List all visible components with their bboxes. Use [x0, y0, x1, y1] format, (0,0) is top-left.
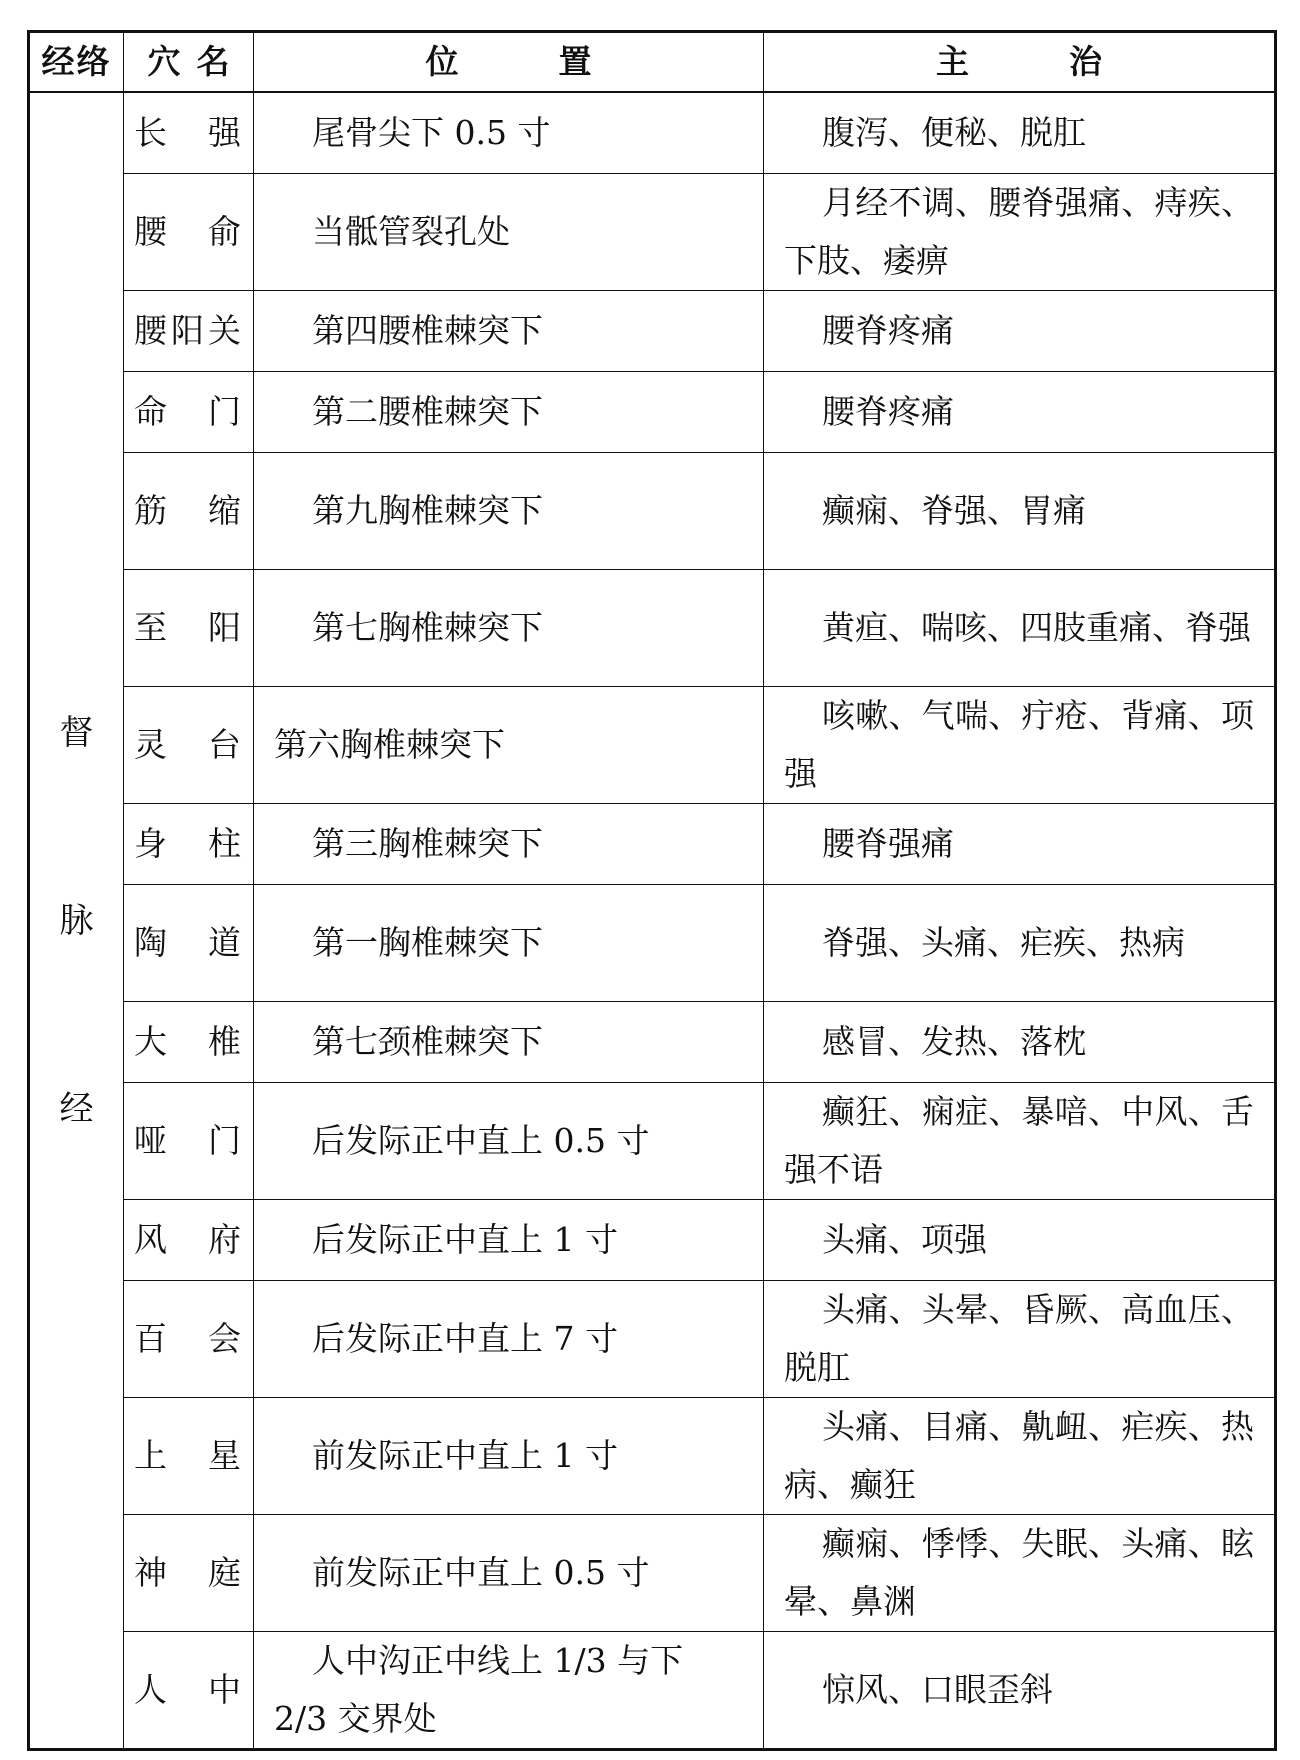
location-cell: 第四腰椎棘突下 — [254, 291, 764, 372]
indications-cell: 癫痫、脊强、胃痛 — [764, 453, 1276, 570]
indications-cell: 腰脊强痛 — [764, 804, 1276, 885]
indications-cell: 腹泻、便秘、脱肛 — [764, 92, 1276, 174]
meridian-char: 经 — [59, 1088, 94, 1129]
table-row — [29, 372, 1276, 453]
table-row — [29, 1398, 1276, 1515]
indications-cell: 癫痫、悸悸、失眠、头痛、眩晕、鼻渊 — [764, 1515, 1276, 1632]
meridian-cell — [29, 92, 124, 1750]
point-name-cell: 命门 — [124, 372, 254, 453]
location-cell: 第七胸椎棘突下 — [254, 570, 764, 687]
point-name-cell: 风府 — [124, 1200, 254, 1281]
indications-cell: 月经不调、腰脊强痛、痔疾、下肢、痿痹 — [764, 174, 1276, 291]
point-name-cell: 筋缩 — [124, 453, 254, 570]
table-row — [29, 687, 1276, 804]
indications-cell: 头痛、头晕、昏厥、高血压、脱肛 — [764, 1281, 1276, 1398]
indications-cell: 咳嗽、气喘、疔疮、背痛、项强 — [764, 687, 1276, 804]
location-cell: 第一胸椎棘突下 — [254, 885, 764, 1002]
table-row — [29, 1200, 1276, 1281]
table-row — [29, 1083, 1276, 1200]
table-row — [29, 1515, 1276, 1632]
acupoint-table — [27, 30, 1277, 1751]
indications-cell: 感冒、发热、落枕 — [764, 1002, 1276, 1083]
indications-cell: 腰脊疼痛 — [764, 291, 1276, 372]
location-cell: 尾骨尖下 0.5 寸 — [254, 92, 764, 174]
indications-cell: 头痛、项强 — [764, 1200, 1276, 1281]
table-row — [29, 570, 1276, 687]
point-name-cell: 百会 — [124, 1281, 254, 1398]
location-cell: 第三胸椎棘突下 — [254, 804, 764, 885]
point-name-cell: 身柱 — [124, 804, 254, 885]
header-location: 位置 — [254, 32, 764, 93]
meridian-char: 督 — [59, 712, 94, 753]
table-row — [29, 453, 1276, 570]
indications-cell: 黄疸、喘咳、四肢重痛、脊强 — [764, 570, 1276, 687]
table-row — [29, 1281, 1276, 1398]
point-name-cell: 上星 — [124, 1398, 254, 1515]
indications-cell: 脊强、头痛、疟疾、热病 — [764, 885, 1276, 1002]
table-row — [29, 1002, 1276, 1083]
header-indications: 主治 — [764, 32, 1276, 93]
header-point-name: 穴名 — [124, 32, 254, 93]
table-row — [29, 1632, 1276, 1750]
indications-cell: 头痛、目痛、鼽衄、疟疾、热病、癫狂 — [764, 1398, 1276, 1515]
table-row — [29, 174, 1276, 291]
location-cell: 前发际正中直上 1 寸 — [254, 1398, 764, 1515]
location-cell: 后发际正中直上 7 寸 — [254, 1281, 764, 1398]
point-name-cell: 神庭 — [124, 1515, 254, 1632]
meridian-char: 脉 — [59, 900, 94, 941]
point-name-cell: 哑门 — [124, 1083, 254, 1200]
location-cell: 后发际正中直上 0.5 寸 — [254, 1083, 764, 1200]
location-cell: 第二腰椎棘突下 — [254, 372, 764, 453]
table-row — [29, 804, 1276, 885]
location-cell: 第九胸椎棘突下 — [254, 453, 764, 570]
meridian-name — [30, 704, 123, 1138]
header-meridian: 经络 — [29, 32, 124, 93]
point-name-cell: 至阳 — [124, 570, 254, 687]
table-row — [29, 291, 1276, 372]
point-name-cell: 腰俞 — [124, 174, 254, 291]
point-name-cell: 陶道 — [124, 885, 254, 1002]
point-name-cell: 大椎 — [124, 1002, 254, 1083]
location-cell: 第七颈椎棘突下 — [254, 1002, 764, 1083]
indications-cell: 腰脊疼痛 — [764, 372, 1276, 453]
point-name-cell: 人中 — [124, 1632, 254, 1750]
location-cell: 前发际正中直上 0.5 寸 — [254, 1515, 764, 1632]
table-row — [29, 92, 1276, 174]
indications-cell: 癫狂、痫症、暴喑、中风、舌强不语 — [764, 1083, 1276, 1200]
indications-cell: 惊风、口眼歪斜 — [764, 1632, 1276, 1750]
location-cell: 当骶管裂孔处 — [254, 174, 764, 291]
location-cell: 后发际正中直上 1 寸 — [254, 1200, 764, 1281]
location-cell: 人中沟正中线上 1/3 与下 2/3 交界处 — [254, 1632, 764, 1750]
point-name-cell: 腰阳关 — [124, 291, 254, 372]
table-row — [29, 885, 1276, 1002]
point-name-cell: 长强 — [124, 92, 254, 174]
point-name-cell: 灵台 — [124, 687, 254, 804]
table-header-row — [29, 32, 1276, 93]
location-cell: 第六胸椎棘突下 — [254, 687, 764, 804]
